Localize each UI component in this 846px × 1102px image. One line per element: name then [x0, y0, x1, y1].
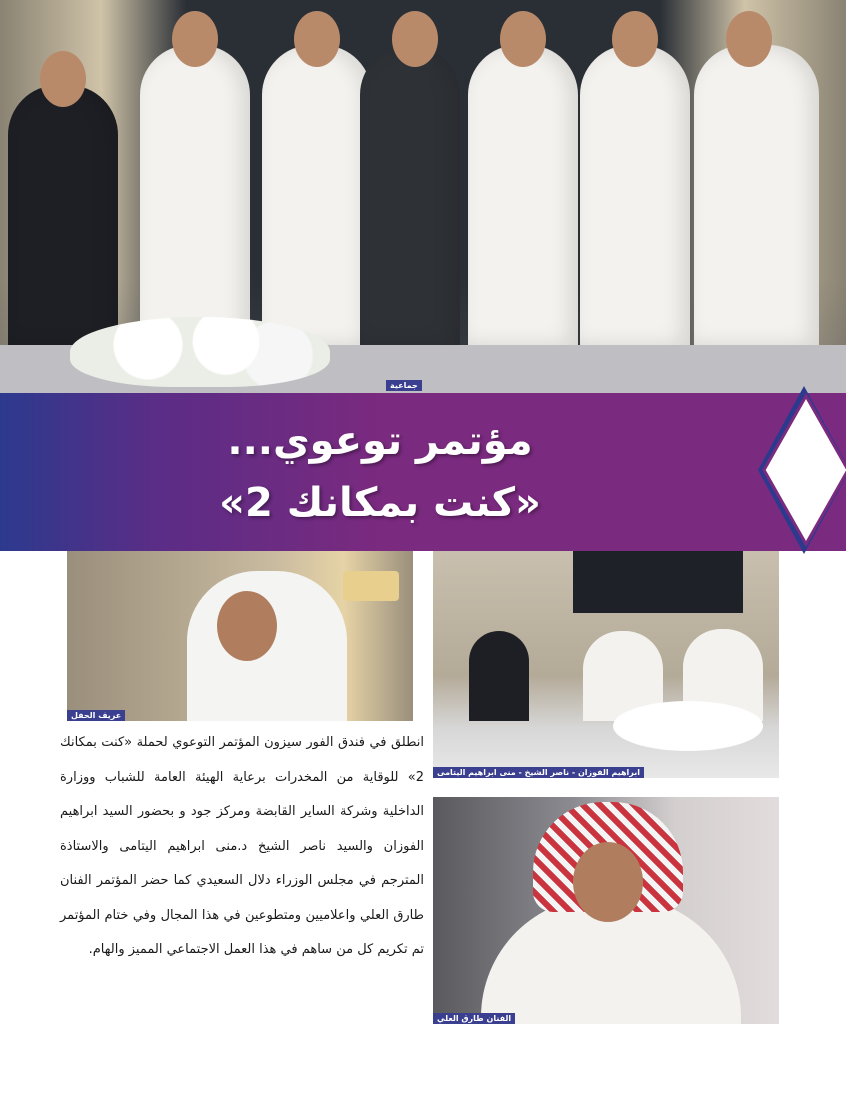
artist-photo — [433, 797, 779, 1024]
article-body: انطلق في فندق الفور سيزون المؤتمر التوعوي لحملة «كنت بمكانك 2» للوقاية من المخدرات برعاية الهيئة العامة للشباب ووزارة الداخلية وشركة الساير القابضة ومركز جود و بحضور السيد ابراهيم الفوزان والسيد ناصر الشيخ د.منى ابراهيم اليتامى والاستاذة المترجم في مجلس الوزراء دلال السعيدي كما حضر المؤتمر الفنان طارق العلي واعلاميين ومتطوعين في هذا المجال وفي ختام المؤتمر تم تكريم كل من ساهم في هذا العمل الاجتماعي المميز والهام. — [60, 735, 424, 957]
hero-group-photo — [0, 0, 846, 395]
person-figure — [468, 45, 578, 345]
photo-caption: ابراهيم الفوزان - ناصر الشيخ - منى ابراهيم اليتامى — [433, 767, 644, 778]
flower-arrangement — [70, 317, 330, 387]
banner-title-line2: «كنت بمكانك 2» — [219, 480, 541, 526]
speaker-photo — [67, 551, 413, 721]
lamp-shade — [343, 571, 399, 601]
flower-arrangement — [613, 701, 763, 751]
person-figure — [360, 45, 460, 345]
person-figure — [694, 45, 819, 345]
table-card-tag: جماعية — [386, 380, 422, 391]
person-figure — [8, 85, 118, 345]
panelist-figure — [469, 631, 529, 721]
title-banner — [0, 393, 846, 551]
screen-display — [573, 551, 743, 613]
banner-title-line1: مؤتمر توعوي... — [227, 418, 533, 464]
panel-photo — [433, 551, 779, 778]
person-figure — [580, 45, 690, 345]
decorative-diamond-icon — [742, 382, 846, 558]
person-figure — [140, 45, 250, 345]
speaker-face — [217, 591, 277, 661]
artist-face — [573, 842, 643, 922]
photo-caption: الفنان طارق العلي — [433, 1013, 515, 1024]
person-figure — [262, 45, 372, 345]
photo-caption: عريف الحفل — [67, 710, 125, 721]
